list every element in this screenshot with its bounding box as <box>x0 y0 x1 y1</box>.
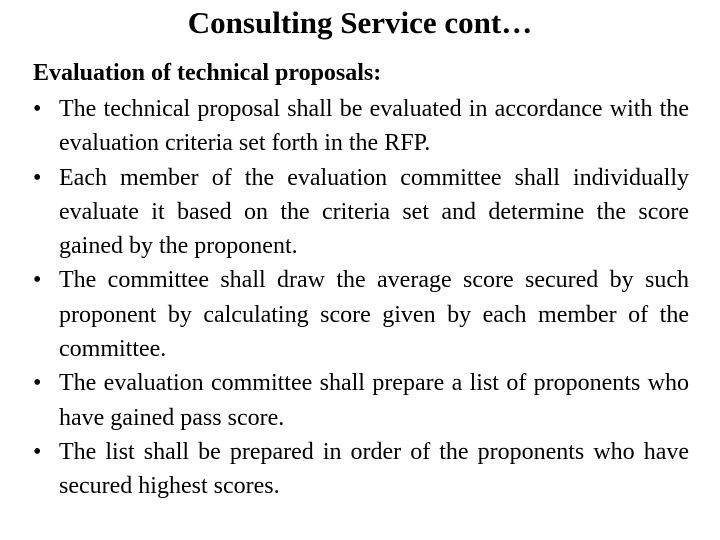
bullet-item <box>33 366 689 435</box>
bullet-icon: • <box>33 96 42 122</box>
bullet-item <box>33 263 689 366</box>
bullet-icon: • <box>33 267 42 294</box>
bullet-item <box>33 161 689 264</box>
bullet-item <box>33 92 689 161</box>
bullet-text: The committee shall draw the average score secured by such proponent by calculating score given by each member of the committee. <box>59 267 689 363</box>
bullet-icon: • <box>33 370 42 397</box>
section-heading: Evaluation of technical proposals: <box>33 60 382 86</box>
bullet-icon: • <box>33 164 42 191</box>
bullet-text: Each member of the evaluation committee shall individually evaluate it based on the criteria set and determine the score gained by the proponent. <box>59 164 689 260</box>
bullet-text: The technical proposal shall be evaluated in accordance with the evaluation criteria set forth in the RFP. <box>59 96 689 157</box>
bullet-text: The evaluation committee shall prepare a list of proponents who have gained pass score. <box>59 370 689 431</box>
bullet-item <box>33 435 689 504</box>
bullet-text: The list shall be prepared in order of the proponents who have secured highest scores. <box>59 438 689 500</box>
slide-title: Consulting Service cont… <box>187 5 533 40</box>
bullet-list <box>33 92 689 504</box>
bullet-icon: • <box>33 438 42 465</box>
